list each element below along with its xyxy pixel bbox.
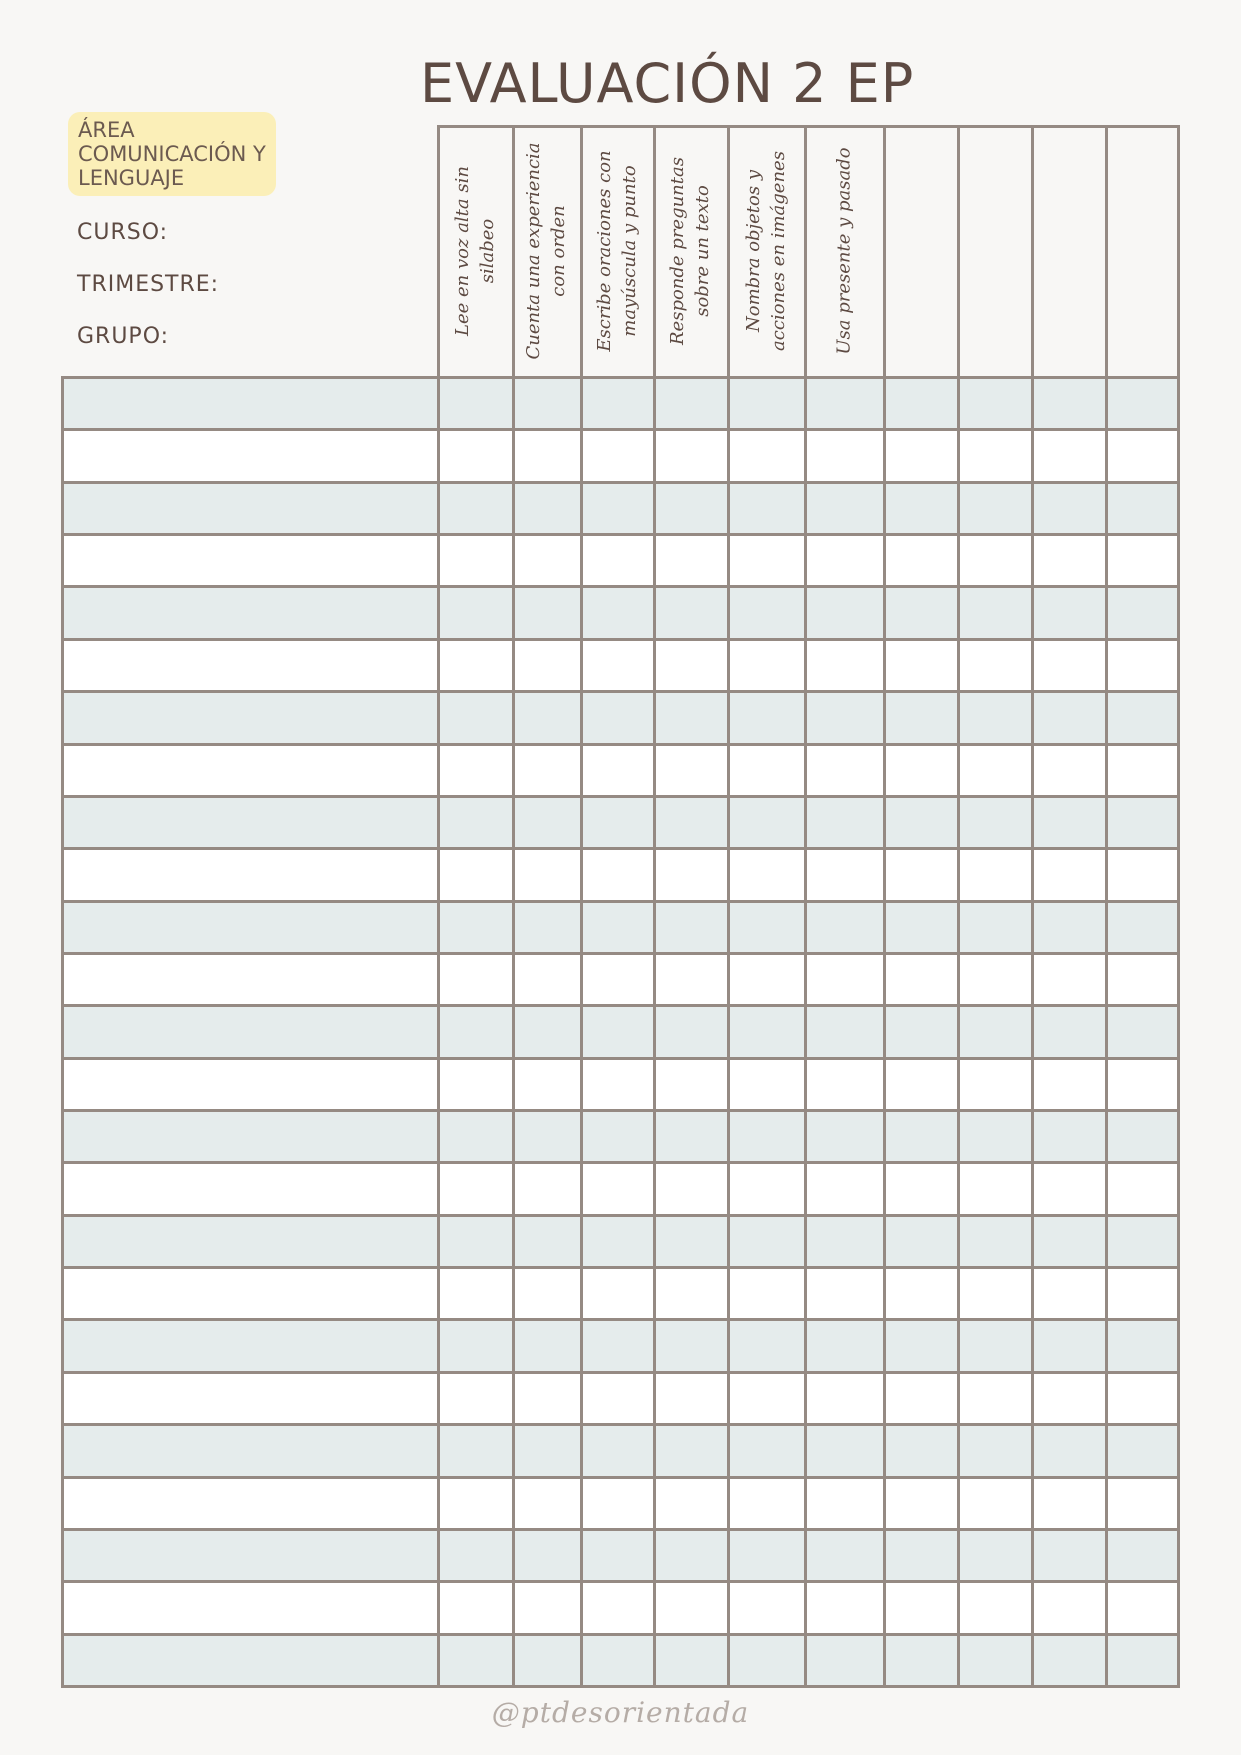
criterion-header xyxy=(883,125,957,377)
student-row xyxy=(61,1319,1180,1371)
grid-vertical-line xyxy=(957,125,960,1686)
grid-horizontal-line xyxy=(61,1318,1180,1321)
student-row xyxy=(61,1424,1180,1476)
grid-horizontal-line xyxy=(61,847,1180,850)
area-line-1: ÁREA xyxy=(78,118,135,142)
grid-horizontal-line xyxy=(61,1109,1180,1112)
criterion-label: Nombra objetos y acciones en imágenes xyxy=(742,151,789,351)
student-row xyxy=(61,1162,1180,1214)
student-row xyxy=(61,691,1180,743)
grid-horizontal-line xyxy=(61,1004,1180,1007)
grid-horizontal-line xyxy=(61,1423,1180,1426)
student-row xyxy=(61,1110,1180,1162)
grid-horizontal-line xyxy=(61,795,1180,798)
grid-horizontal-line xyxy=(61,481,1180,484)
criterion-header xyxy=(1105,125,1177,377)
criterion-header xyxy=(957,125,1031,377)
student-row xyxy=(61,1581,1180,1633)
criterion-header xyxy=(727,125,804,377)
grid-horizontal-line xyxy=(61,1371,1180,1374)
grid-horizontal-line xyxy=(61,1214,1180,1217)
criterion-label: Lee en voz alta sin silabeo xyxy=(451,166,498,336)
grid-horizontal-line xyxy=(61,1161,1180,1164)
criterion-header xyxy=(512,125,580,377)
term-label: TRIMESTRE: xyxy=(77,272,220,297)
student-row xyxy=(61,1267,1180,1319)
grid-vertical-line xyxy=(883,125,886,1686)
grid-horizontal-line xyxy=(61,900,1180,903)
criterion-header xyxy=(580,125,653,377)
student-row xyxy=(61,848,1180,900)
grid-horizontal-line xyxy=(61,1528,1180,1531)
student-row xyxy=(61,1529,1180,1581)
grid-vertical-line xyxy=(1031,125,1034,1686)
student-row xyxy=(61,953,1180,1005)
grid-horizontal-line xyxy=(61,533,1180,536)
watermark: @ptdesorientada xyxy=(491,1696,750,1729)
student-row xyxy=(61,639,1180,691)
area-line-2: COMUNICACIÓN Y xyxy=(78,142,266,166)
grid-vertical-line xyxy=(61,377,64,1686)
grid-horizontal-line xyxy=(61,952,1180,955)
criterion-header xyxy=(804,125,883,377)
grid-vertical-line xyxy=(580,125,583,1686)
area-line-3: LENGUAJE xyxy=(78,166,185,190)
student-row xyxy=(61,1477,1180,1529)
student-row xyxy=(61,377,1180,429)
grid-horizontal-line xyxy=(61,1580,1180,1583)
criterion-header xyxy=(653,125,727,377)
grid-vertical-line xyxy=(1177,125,1180,1686)
grid-horizontal-line xyxy=(61,690,1180,693)
group-label: GRUPO: xyxy=(77,324,170,349)
grid-horizontal-line xyxy=(61,1266,1180,1269)
page-title: EVALUACIÓN 2 EP xyxy=(420,52,915,115)
student-row xyxy=(61,482,1180,534)
evaluation-grid xyxy=(61,125,1180,1686)
student-row xyxy=(61,796,1180,848)
student-row xyxy=(61,586,1180,638)
student-row xyxy=(61,744,1180,796)
criterion-label: Cuenta una experiencia con orden xyxy=(523,142,569,360)
student-row xyxy=(61,1634,1180,1686)
grid-vertical-line xyxy=(727,125,730,1686)
student-row xyxy=(61,901,1180,953)
criterion-label: Usa presente y pasado xyxy=(833,147,854,355)
criterion-label: Responde preguntas sobre un texto xyxy=(667,157,713,345)
grid-horizontal-line xyxy=(61,1057,1180,1060)
course-label: CURSO: xyxy=(77,220,169,245)
student-row xyxy=(61,429,1180,481)
grid-horizontal-line xyxy=(61,1633,1180,1636)
grid-horizontal-line xyxy=(437,125,1180,128)
grid-horizontal-line xyxy=(61,638,1180,641)
grid-horizontal-line xyxy=(61,1685,1180,1688)
grid-vertical-line xyxy=(653,125,656,1686)
criterion-label: Escribe oraciones con mayúscula y punto xyxy=(593,150,640,352)
student-row xyxy=(61,1215,1180,1267)
student-row xyxy=(61,534,1180,586)
grid-vertical-line xyxy=(804,125,807,1686)
student-row xyxy=(61,1005,1180,1057)
grid-horizontal-line xyxy=(61,1476,1180,1479)
student-row xyxy=(61,1372,1180,1424)
grid-vertical-line xyxy=(437,125,440,1686)
grid-horizontal-line xyxy=(61,585,1180,588)
grid-horizontal-line xyxy=(61,743,1180,746)
criterion-header xyxy=(437,125,512,377)
grid-horizontal-line xyxy=(61,376,1180,379)
grid-vertical-line xyxy=(1105,125,1108,1686)
criterion-header xyxy=(1031,125,1105,377)
student-row xyxy=(61,1058,1180,1110)
grid-horizontal-line xyxy=(61,428,1180,431)
grid-vertical-line xyxy=(512,125,515,1686)
